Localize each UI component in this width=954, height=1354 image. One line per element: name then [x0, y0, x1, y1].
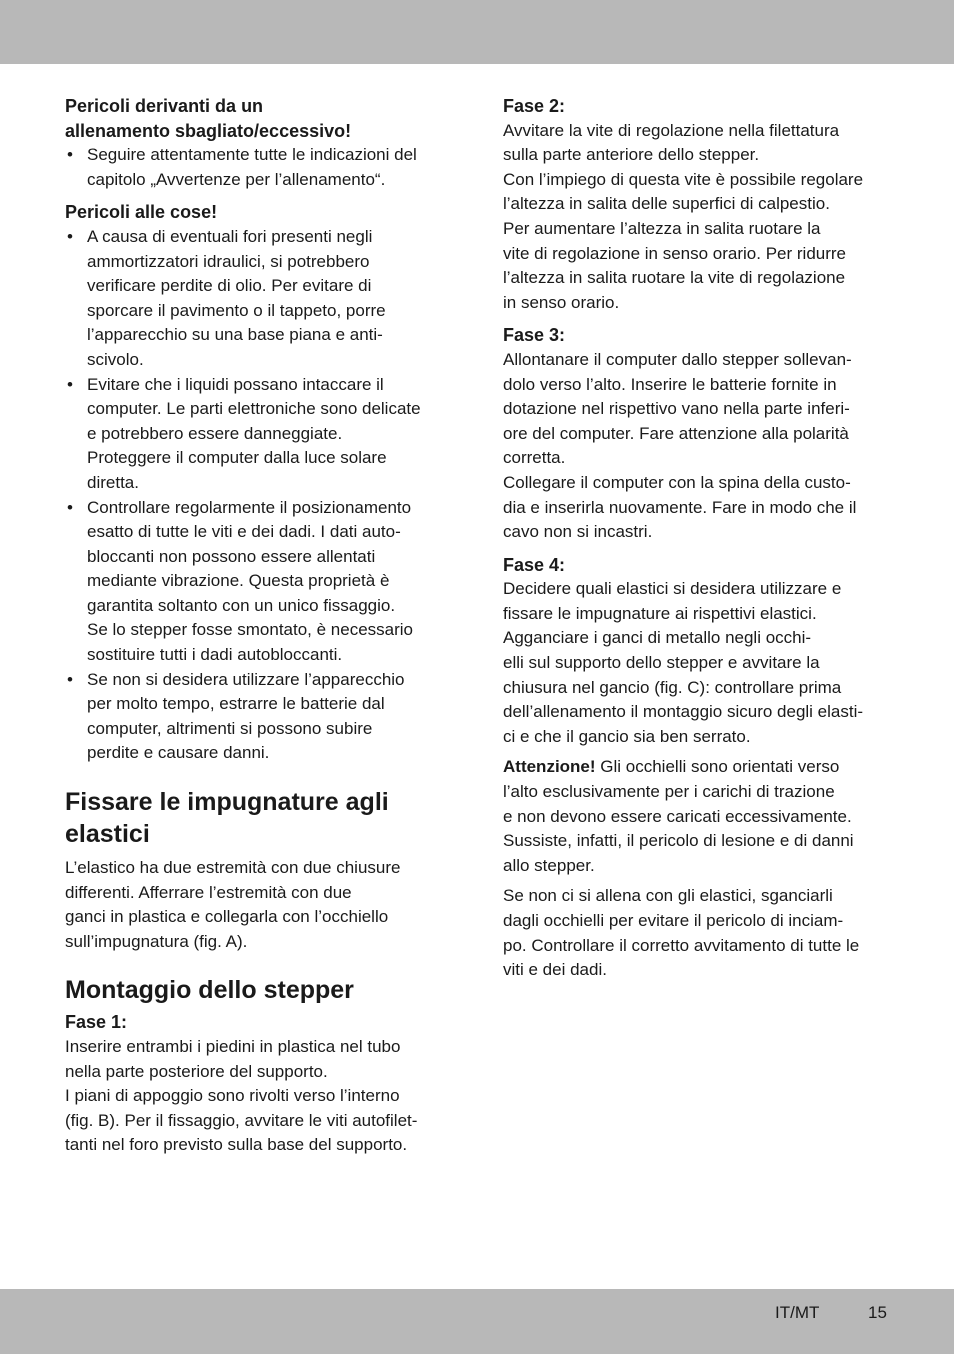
text-line: e potrebbero essere danneggiate. [87, 423, 343, 443]
text-line: Sussiste, infatti, il pericolo di lesione e di danni [503, 831, 854, 851]
text-line: sull’impugnatura (fig. A). [65, 931, 248, 951]
text-line: Se non ci si allena con gli elastici, sganciarli [503, 886, 833, 906]
text-line: tanti nel foro previsto sulla base del supporto. [65, 1135, 408, 1155]
text-line: corretta. [503, 448, 566, 468]
text-line: computer. Le parti elettroniche sono delicate [87, 399, 421, 419]
step-1-paragraph [65, 1035, 450, 1158]
text-line: ganci in plastica e collegarla con l’occhiello [65, 907, 389, 927]
attention-label: Attenzione! [503, 757, 596, 777]
text-line: esatto di tutte le viti e dei dadi. I dati auto- [87, 522, 401, 542]
text-line: capitolo „Avvertenze per l’allenamento“. [87, 169, 386, 189]
left-column [65, 94, 450, 1158]
text-line: sporcare il pavimento o il tappeto, porre [87, 300, 386, 320]
text-line: ammortizzatori idraulici, si potrebbero [87, 251, 370, 271]
text-line: Decidere quali elastici si desidera utilizzare e [503, 579, 842, 599]
text-line: Controllare regolarmente il posizionamento [87, 497, 412, 517]
text-line: dolo verso l’alto. Inserire le batterie fornite in [503, 374, 837, 394]
footer-page-number: 15 [868, 1303, 887, 1322]
text-line: Avvitare la vite di regolazione nella filettatura [503, 120, 840, 140]
text-line: ore del computer. Fare attenzione alla polarità [503, 423, 849, 443]
text-line: l’alto esclusivamente per i carichi di trazione [503, 782, 835, 802]
step-2-paragraph [503, 119, 893, 316]
text-line: Agganciare i ganci di metallo negli occhi- [503, 628, 812, 648]
text-line: mediante vibrazione. Questa proprietà è [87, 571, 390, 591]
footer-language-code: IT/MT [775, 1303, 820, 1322]
text-line: po. Controllare il corretto avvitamento di tutte le [503, 935, 860, 955]
step-3-paragraph [503, 348, 893, 545]
text-line: sulla parte anteriore dello stepper. [503, 145, 760, 165]
text-line: ci e che il gancio sia ben serrato. [503, 726, 751, 746]
text-line: e non devono essere caricati eccessivamente. [503, 806, 852, 826]
section-title-exercise-hazards: Pericoli derivanti da un allenamento sbagliato/eccessivo! [65, 96, 352, 141]
text-line: differenti. Afferrare l’estremità con due [65, 882, 352, 902]
text-line: l’altezza in salita delle superfici di calpestio. [503, 194, 830, 214]
list-item: • A causa di eventuali fori presenti negli ammortizzatori idraulici, si potrebbero verificare perdite di olio. Per evitare di sporcare il pavimento o il tappeto, porre l’apparecchio su una base piana e anti- scivolo. [67, 226, 386, 369]
text-line: perdite e causare danni. [87, 743, 270, 763]
attention-paragraph: Attenzione! Gli occhielli sono orientati verso l’alto esclusivamente per i carichi di trazione e non devono essere caricati eccessivamente. Sussiste, infatti, il pericolo di lesione e di danni allo stepper. [503, 757, 854, 875]
text-line: cavo non si incastri. [503, 522, 653, 542]
text-line: Per aumentare l’altezza in salita ruotare la [503, 218, 821, 238]
text-line: sostituire tutti i dadi autobloccanti. [87, 645, 343, 665]
step-4-paragraph [503, 577, 893, 749]
text-line: scivolo. [87, 349, 144, 369]
text-line: Seguire attentamente tutte le indicazioni del [87, 145, 417, 165]
text-line: fissare le impugnature ai rispettivi elastici. [503, 603, 817, 623]
text-line: bloccanti non possono essere allentati [87, 546, 376, 566]
text-line: garantita soltanto con un unico fissaggio. [87, 595, 396, 615]
section-title-property-hazards: Pericoli alle cose! [65, 202, 218, 223]
text-line: Allontanare il computer dallo stepper sollevan- [503, 349, 852, 369]
text-line: l’altezza in salita ruotare la vite di regolazione [503, 268, 846, 288]
header-band [0, 0, 954, 64]
text-line: chiusura nel gancio (fig. C): controllare prima [503, 677, 842, 697]
text-line: l’apparecchio su una base piana e anti- [87, 325, 383, 345]
final-paragraph [503, 884, 893, 982]
grips-paragraph [65, 856, 450, 954]
text-line: A causa di eventuali fori presenti negli [87, 226, 373, 246]
text-line: vite di regolazione in senso orario. Per ridurre [503, 243, 847, 263]
text-line: Proteggere il computer dalla luce solare [87, 448, 387, 468]
text-line: computer, altrimenti si possono subire [87, 718, 373, 738]
text-line: diretta. [87, 472, 139, 492]
text-line: per molto tempo, estrarre le batterie dal [87, 694, 385, 714]
right-column [503, 94, 893, 983]
list-item: • Evitare che i liquidi possano intaccare il computer. Le parti elettroniche sono delicate e potrebbero essere danneggiate. Proteggere il computer dalla luce solare diretta. [67, 374, 421, 492]
text-line: nella parte posteriore del supporto. [65, 1061, 328, 1081]
text-line: viti e dei dadi. [503, 960, 607, 980]
heading-fix-grips: Fissare le impugnature agli elastici [65, 788, 389, 849]
heading-stepper-assembly: Montaggio dello stepper [65, 976, 354, 1005]
list-item: • Controllare regolarmente il posizionamento esatto di tutte le viti e dei dadi. I dati auto- bloccanti non possono essere allentati mediante vibrazione. Questa proprietà è garantita soltanto con un unico fissaggio. Se lo stepper fosse smontato, è necessario sostituire tutti i dadi autobloccanti. [67, 497, 414, 665]
text-line: dagli occhielli per evitare il pericolo di inciam- [503, 911, 844, 930]
text-line: Se non si desidera utilizzare l’apparecchio [87, 669, 405, 689]
text-line: L’elastico ha due estremità con due chiusure [65, 858, 401, 878]
step-3-title: Fase 3: [503, 325, 566, 346]
text-line: I piani di appoggio sono rivolti verso l’interno [65, 1086, 400, 1106]
text-line: dell’allenamento il montaggio sicuro degli elasti- [503, 702, 864, 722]
step-1-title: Fase 1: [65, 1012, 128, 1033]
text-line: Collegare il computer con la spina della custo- [503, 472, 851, 492]
text-line: allo stepper. [503, 855, 595, 875]
property-hazards-list [65, 225, 450, 766]
text-line: elli sul supporto dello stepper e avvitare la [503, 653, 820, 673]
text-line: dotazione nel rispettivo vano nella parte inferi- [503, 399, 850, 419]
step-4-title: Fase 4: [503, 554, 566, 575]
text-line: Evitare che i liquidi possano intaccare il [87, 374, 384, 394]
text-line: Se lo stepper fosse smontato, è necessario [87, 620, 414, 640]
exercise-hazards-list [65, 143, 450, 192]
text-line: (fig. B). Per il fissaggio, avvitare le viti autofilet- [65, 1110, 418, 1130]
text-line: verificare perdite di olio. Per evitare di [87, 276, 372, 296]
text-line: dia e inserirla nuovamente. Fare in modo che il [503, 497, 857, 517]
text-line: Inserire entrambi i piedini in plastica nel tubo [65, 1037, 401, 1056]
step-2-title: Fase 2: [503, 96, 566, 116]
text-line: in senso orario. [503, 292, 620, 312]
list-item: • Seguire attentamente tutte le indicazioni del capitolo „Avvertenze per l’allenamento“. [67, 145, 417, 189]
text-line: Con l’impiego di questa vite è possibile regolare [503, 169, 864, 189]
list-item: • Se non si desidera utilizzare l’apparecchio per molto tempo, estrarre le batterie dal computer, altrimenti si possono subire perdite e causare danni. [67, 669, 405, 763]
